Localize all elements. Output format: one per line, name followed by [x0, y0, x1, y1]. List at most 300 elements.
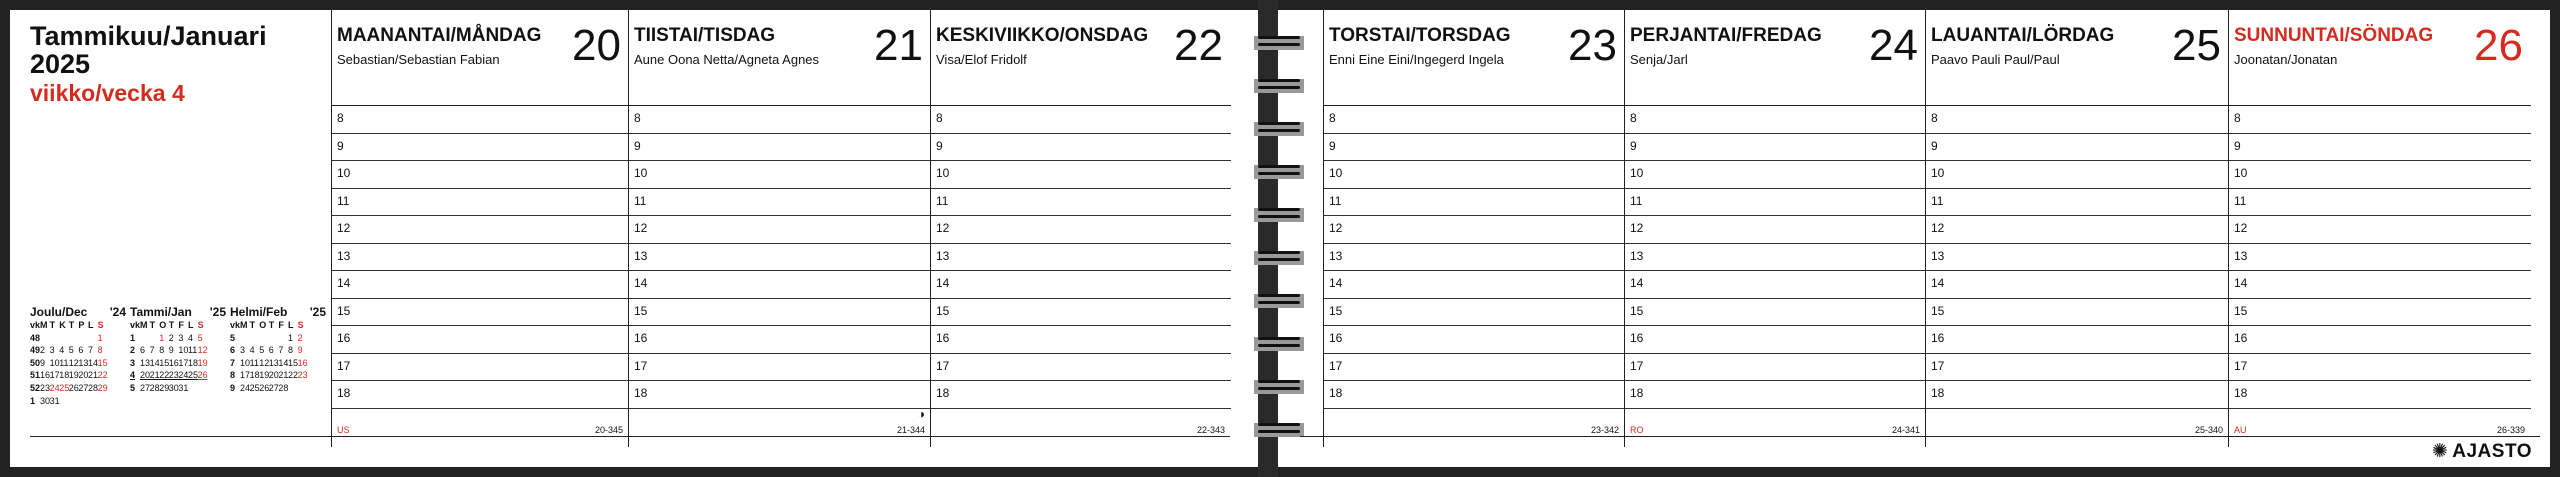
hour-label: 10 — [936, 166, 950, 180]
hour-label: 12 — [936, 221, 950, 235]
minical-date: 3 — [240, 345, 246, 356]
hour-line — [332, 353, 629, 354]
hour-line — [1926, 160, 2229, 161]
hour-label: 14 — [936, 276, 950, 290]
hour-label: 16 — [337, 331, 351, 345]
minical-date: 24 — [178, 370, 189, 381]
minical-date: 6 — [78, 345, 84, 356]
minical-week-number: 52 — [30, 382, 41, 393]
hour-label: 12 — [337, 221, 351, 235]
minical-date — [188, 382, 198, 395]
hour-label: 12 — [1931, 221, 1945, 235]
minical-date: 4 — [59, 345, 65, 356]
minical-date: 18 — [187, 357, 198, 368]
minical-date: 27 — [78, 382, 89, 393]
hour-line — [332, 105, 629, 106]
hour-label: 8 — [337, 111, 344, 125]
minical-date: 23 — [168, 370, 179, 381]
hour-label: 16 — [936, 331, 950, 345]
hour-label: 14 — [2234, 276, 2248, 290]
hour-line — [1324, 298, 1625, 299]
binding-ring — [1254, 248, 1304, 268]
minical-date: 7 — [278, 345, 284, 356]
minical-date — [240, 332, 250, 345]
hour-label: 9 — [1931, 138, 1938, 153]
day-of-year: 21-344 — [896, 425, 925, 435]
minical-date: 10 — [49, 357, 60, 368]
minical-date — [259, 332, 269, 345]
day-column[interactable] — [930, 10, 1231, 447]
hour-label: 10 — [1329, 166, 1343, 180]
hour-label: 18 — [1630, 386, 1644, 400]
minical-date: 9 — [297, 345, 303, 356]
hour-line — [931, 270, 1231, 271]
minical-week-number: 2 — [130, 345, 136, 356]
hour-line — [2229, 105, 2531, 106]
name-days: Enni Eine Eini/Ingegerd Ingela — [1329, 52, 1504, 67]
minical-date: 2 — [40, 345, 46, 356]
hour-label: 11 — [1329, 193, 1342, 208]
minical-date: 14 — [278, 357, 289, 368]
hour-label: 10 — [337, 166, 351, 180]
minical-week-number: 7 — [230, 357, 236, 368]
hour-label: 11 — [2234, 193, 2247, 208]
hour-line — [332, 408, 629, 409]
hour-line — [2229, 353, 2531, 354]
minical-date: 28 — [149, 382, 160, 393]
minical-date: 21 — [149, 370, 160, 381]
hour-label: 9 — [1630, 138, 1637, 153]
minical-week-number: 6 — [230, 345, 236, 356]
hour-line — [332, 298, 629, 299]
hour-line — [332, 188, 629, 189]
hour-label: 12 — [1630, 221, 1644, 235]
binding-ring — [1254, 334, 1304, 354]
hour-line — [1324, 270, 1625, 271]
day-of-year: 20-345 — [594, 425, 623, 435]
name-days: Aune Oona Netta/Agneta Agnes — [634, 52, 820, 67]
minical-week-number: 49 — [30, 345, 41, 356]
hour-line — [2229, 243, 2531, 244]
minical-date: 12 — [259, 357, 270, 368]
hour-line — [1324, 133, 1625, 134]
hour-line — [332, 380, 629, 381]
minical-date: 25 — [59, 382, 70, 393]
minical-date: 26 — [68, 382, 79, 393]
hour-line — [629, 380, 931, 381]
hour-line — [1625, 105, 1926, 106]
minical-date: 19 — [197, 357, 208, 368]
name-days: Senja/Jarl — [1630, 52, 1688, 67]
minical-weekday: K — [59, 320, 66, 330]
hour-line — [1926, 298, 2229, 299]
hour-line — [629, 160, 931, 161]
hour-label: 18 — [1931, 386, 1945, 400]
hour-line — [1926, 243, 2229, 244]
minical-date: 25 — [249, 382, 260, 393]
hour-label: 10 — [634, 166, 648, 180]
minical-date — [150, 332, 160, 345]
hour-label: 14 — [1630, 276, 1644, 290]
minical-date: 29 — [97, 382, 108, 393]
minical-date — [98, 395, 108, 408]
minical-date: 12 — [197, 345, 208, 356]
minical-weekday: O — [159, 320, 167, 330]
binding-ring — [1254, 76, 1304, 96]
day-of-year: 22-343 — [1196, 425, 1225, 435]
hour-line — [332, 325, 629, 326]
hour-line — [1625, 188, 1926, 189]
hour-label: 18 — [634, 386, 648, 400]
hour-line — [1625, 408, 1926, 409]
hour-label: 16 — [1630, 331, 1644, 345]
day-column[interactable] — [1925, 10, 2229, 447]
hour-label: 15 — [1329, 303, 1343, 318]
minical-weekday: S — [97, 320, 104, 330]
logo-text: AJASTO — [2452, 440, 2532, 462]
hour-line — [1625, 243, 1926, 244]
minical-date — [298, 382, 308, 395]
minical-date: 31 — [49, 395, 60, 406]
minical-date: 1 — [159, 332, 165, 343]
minical-date — [88, 332, 98, 345]
name-days: Paavo Pauli Paul/Paul — [1931, 52, 2060, 67]
day-of-year: 24-341 — [1891, 425, 1920, 435]
minical-date: 26 — [259, 382, 270, 393]
hour-label: 15 — [1931, 303, 1945, 318]
hour-label: 18 — [1329, 386, 1343, 400]
minical-date: 17 — [49, 370, 60, 381]
minical-date: 19 — [68, 370, 79, 381]
minical-date: 24 — [240, 382, 251, 393]
minical-date: 11 — [59, 357, 69, 368]
hour-line — [1926, 188, 2229, 189]
hour-label: 14 — [1329, 276, 1343, 290]
hour-line — [1324, 325, 1625, 326]
minical-weekday: vk — [230, 320, 241, 330]
day-of-year: 25-340 — [2194, 425, 2223, 435]
hour-label: 10 — [2234, 166, 2248, 180]
minical-date: 6 — [268, 345, 274, 356]
hour-line — [931, 243, 1231, 244]
minical-date: 25 — [187, 370, 198, 381]
day-number: 24 — [1869, 21, 1918, 70]
minical-date: 7 — [149, 345, 155, 356]
hour-line — [1926, 133, 2229, 134]
hour-label: 9 — [1329, 138, 1336, 153]
minical-date — [140, 332, 150, 345]
hour-line — [1625, 160, 1926, 161]
hour-label: 15 — [337, 303, 351, 318]
minical-date — [269, 332, 279, 345]
minical-week-number: 9 — [230, 382, 236, 393]
hour-label: 14 — [337, 276, 351, 290]
hour-label: 9 — [337, 138, 344, 153]
minical-date: 5 — [197, 332, 203, 343]
minical-weekday: M — [240, 320, 248, 330]
minical-date: 5 — [68, 345, 74, 356]
hour-line — [2229, 133, 2531, 134]
day-number: 21 — [874, 21, 923, 70]
hour-line — [2229, 215, 2531, 216]
hour-line — [629, 215, 931, 216]
hour-label: 8 — [1329, 111, 1336, 125]
hour-line — [629, 408, 931, 409]
hour-line — [2229, 188, 2531, 189]
minical-year: '24 — [109, 305, 126, 319]
day-name: LAUANTAI/LÖRDAG — [1931, 25, 2115, 46]
minical-weekday: P — [78, 320, 85, 330]
binding-ring — [1254, 33, 1304, 53]
minical-weekday: T — [268, 320, 275, 330]
minical-date: 22 — [97, 370, 108, 381]
hour-line — [629, 105, 931, 106]
minical-date: 13 — [78, 357, 89, 368]
minical-date: 8 — [159, 345, 165, 356]
bottom-rule-right — [1300, 436, 2540, 437]
minical-date — [88, 395, 98, 408]
hour-line — [1625, 325, 1926, 326]
minical-date: 31 — [178, 382, 189, 393]
minical-year: '25 — [209, 305, 226, 319]
hour-label: 10 — [1931, 166, 1945, 180]
minical — [30, 305, 126, 407]
minical-date: 20 — [268, 370, 279, 381]
hour-line — [2229, 270, 2531, 271]
hour-line — [629, 188, 931, 189]
minical-date: 18 — [59, 370, 70, 381]
hour-label: 12 — [1329, 221, 1343, 235]
minical-date: 21 — [278, 370, 289, 381]
hour-label: 14 — [1931, 276, 1945, 290]
minical-date: 1 — [287, 332, 293, 343]
minical — [230, 305, 326, 395]
hour-line — [332, 133, 629, 134]
minical-date: 15 — [159, 357, 170, 368]
hour-line — [1324, 105, 1625, 106]
hour-line — [931, 133, 1231, 134]
minical-date: 13 — [268, 357, 279, 368]
hour-label: 15 — [936, 303, 950, 318]
minical-date: 10 — [178, 345, 189, 356]
minical-weekday: S — [297, 320, 304, 330]
hour-label: 16 — [1329, 331, 1343, 345]
hour-label: 10 — [1630, 166, 1644, 180]
minical-date: 28 — [278, 382, 289, 393]
minical-weekday: vk — [30, 320, 41, 330]
minical-date: 26 — [197, 370, 208, 381]
hour-label: 11 — [634, 193, 647, 208]
hour-line — [931, 325, 1231, 326]
moon-phase-icon: ◑ — [917, 407, 925, 421]
minical-week-number: 3 — [130, 357, 136, 368]
hour-line — [2229, 298, 2531, 299]
hour-line — [1926, 353, 2229, 354]
day-of-year: 26-339 — [2496, 425, 2525, 435]
day-column[interactable] — [1624, 10, 1926, 447]
minical-week-number: 50 — [30, 357, 41, 368]
minical-year: '25 — [309, 305, 326, 319]
hour-line — [332, 243, 629, 244]
minical-date: 23 — [297, 370, 308, 381]
day-name: TORSTAI/TORSDAG — [1329, 25, 1511, 46]
minical-date: 30 — [40, 395, 51, 406]
minical-weekday: T — [168, 320, 175, 330]
hour-label: 17 — [1630, 358, 1644, 373]
hour-label: 9 — [936, 138, 943, 153]
minical-week-number: 5 — [130, 382, 136, 393]
minical-date: 22 — [287, 370, 298, 381]
minical-date: 27 — [140, 382, 151, 393]
hour-label: 18 — [337, 386, 351, 400]
minical-week-number: 1 — [30, 395, 36, 406]
binding-ring — [1254, 420, 1304, 440]
flag-day-code: AU — [2234, 425, 2247, 435]
hour-line — [1625, 298, 1926, 299]
minical-week-number: 8 — [230, 370, 236, 381]
minical-date: 12 — [68, 357, 79, 368]
minical-date: 14 — [87, 357, 98, 368]
hour-line — [931, 188, 1231, 189]
minical-date — [69, 395, 79, 408]
minical-date: 15 — [97, 357, 108, 368]
hour-line — [1324, 408, 1625, 409]
minical-date: 24 — [49, 382, 60, 393]
hour-line — [629, 325, 931, 326]
hour-label: 11 — [1931, 193, 1944, 208]
minical-weekday: O — [259, 320, 267, 330]
name-days: Joonatan/Jonatan — [2234, 52, 2338, 67]
minical-date: 14 — [149, 357, 160, 368]
brand-logo — [2432, 440, 2532, 463]
hour-line — [1324, 353, 1625, 354]
minical-weekday: T — [68, 320, 75, 330]
hour-label: 8 — [1630, 111, 1637, 125]
day-number: 20 — [572, 21, 621, 70]
day-number: 23 — [1568, 21, 1617, 70]
minical-weekday: vk — [130, 320, 141, 330]
minical-week-number: 51 — [30, 370, 41, 381]
hour-label: 9 — [634, 138, 641, 153]
hour-label: 15 — [2234, 303, 2248, 318]
hour-line — [1625, 270, 1926, 271]
minical-date — [288, 382, 298, 395]
hour-line — [931, 105, 1231, 106]
hour-line — [629, 133, 931, 134]
minical-date: 17 — [178, 357, 189, 368]
hour-line — [629, 243, 931, 244]
hour-label: 8 — [2234, 111, 2241, 125]
hour-label: 18 — [936, 386, 950, 400]
binding-spine — [1258, 0, 1278, 477]
minical-date: 2 — [168, 332, 174, 343]
minical-date: 28 — [87, 382, 98, 393]
hour-label: 13 — [1931, 248, 1945, 263]
day-column[interactable] — [628, 10, 931, 447]
minical-weekday: M — [40, 320, 48, 330]
hour-label: 17 — [634, 358, 648, 373]
hour-line — [629, 298, 931, 299]
hour-label: 17 — [337, 358, 351, 373]
hour-label: 13 — [2234, 248, 2248, 263]
sun-icon: ✺ — [2431, 441, 2449, 462]
day-name: SUNNUNTAI/SÖNDAG — [2234, 25, 2434, 46]
hour-line — [332, 215, 629, 216]
day-name: KESKIVIIKKO/ONSDAG — [936, 25, 1149, 46]
minical-date — [69, 332, 79, 345]
minical-date — [78, 332, 88, 345]
minical-date: 19 — [259, 370, 270, 381]
hour-line — [1625, 380, 1926, 381]
hour-line — [629, 270, 931, 271]
minical-date: 16 — [40, 370, 51, 381]
hour-label: 17 — [1329, 358, 1343, 373]
minical-date: 8 — [287, 345, 293, 356]
hour-label: 17 — [2234, 358, 2248, 373]
hour-label: 16 — [2234, 331, 2248, 345]
minical-date: 30 — [168, 382, 179, 393]
hour-line — [332, 270, 629, 271]
day-column[interactable] — [1323, 10, 1625, 447]
minical-weekday: L — [87, 320, 94, 330]
hour-label: 11 — [337, 193, 350, 208]
name-days: Sebastian/Sebastian Fabian — [337, 52, 500, 67]
hour-line — [1324, 215, 1625, 216]
hour-line — [1926, 105, 2229, 106]
hour-line — [931, 353, 1231, 354]
minical-weekday: M — [140, 320, 148, 330]
month-title: Tammikuu/Januari — [30, 21, 267, 51]
day-column[interactable] — [2228, 10, 2531, 447]
hour-line — [2229, 160, 2531, 161]
minical-date: 27 — [268, 382, 279, 393]
minical-weekday: F — [278, 320, 284, 330]
hour-line — [1926, 325, 2229, 326]
hour-label: 13 — [337, 248, 351, 263]
day-column[interactable] — [331, 10, 629, 447]
hour-line — [1926, 408, 2229, 409]
minical-date: 3 — [49, 345, 55, 356]
minical-date — [59, 395, 69, 408]
hour-line — [1625, 133, 1926, 134]
hour-line — [931, 408, 1231, 409]
minical-weekday: S — [197, 320, 204, 330]
minical-date: 3 — [178, 332, 184, 343]
minical-date — [278, 332, 288, 345]
hour-line — [1324, 160, 1625, 161]
minical-weekday: T — [149, 320, 156, 330]
minical-month: Joulu/Dec — [30, 305, 88, 319]
minical-week-number: 5 — [230, 332, 236, 343]
hour-line — [2229, 380, 2531, 381]
minical-week-number: 48 — [30, 332, 41, 343]
hour-label: 13 — [634, 248, 648, 263]
minical-date — [78, 395, 88, 408]
minical-date — [50, 332, 60, 345]
minical-date — [59, 332, 69, 345]
minical-date: 8 — [97, 345, 103, 356]
minical-date: 22 — [159, 370, 170, 381]
hour-line — [1324, 243, 1625, 244]
minical-date: 5 — [259, 345, 265, 356]
hour-line — [1926, 215, 2229, 216]
minical-date: 4 — [187, 332, 193, 343]
minical-date: 23 — [40, 382, 51, 393]
hour-label: 9 — [2234, 138, 2241, 153]
hour-line — [1625, 215, 1926, 216]
minical-weekday: T — [249, 320, 256, 330]
hour-label: 11 — [936, 193, 949, 208]
